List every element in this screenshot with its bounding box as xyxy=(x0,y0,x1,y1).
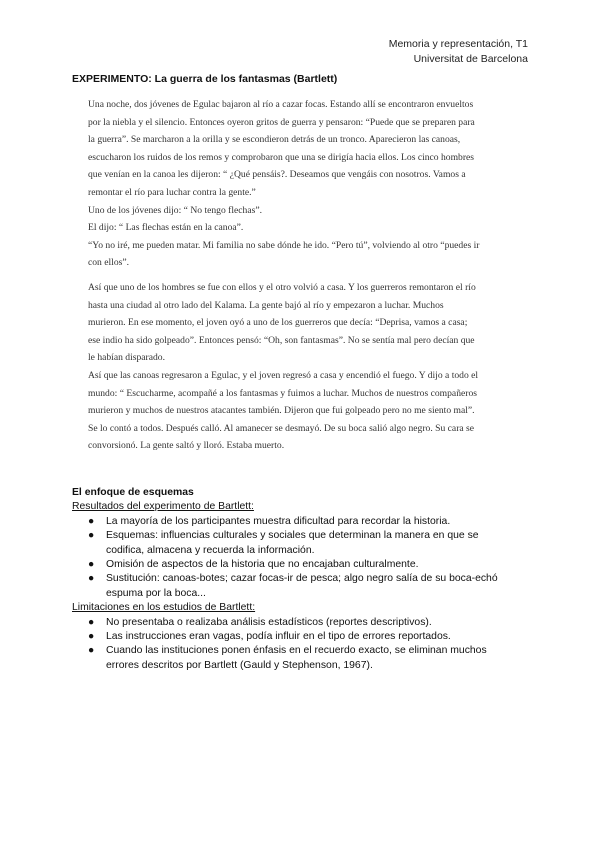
bullet-icon: ● xyxy=(88,573,95,585)
bullet-icon: ● xyxy=(88,530,95,542)
story-line: Una noche, dos jóvenes de Egulac bajaron al río a cazar focas. Estando allí se encontraron envueltos xyxy=(88,99,474,110)
schema-section xyxy=(72,486,532,673)
story-line: le habían disparado. xyxy=(88,352,165,364)
list-item xyxy=(72,558,532,572)
list-item-line: Las instrucciones eran vagas, podía influir en el tipo de errores reportados. xyxy=(106,631,451,643)
list-item xyxy=(72,515,532,529)
list-item-line: Omisión de aspectos de la historia que no encajaban culturalmente. xyxy=(106,559,419,571)
list-item-line: espuma por la boca... xyxy=(106,587,206,599)
results-heading: Resultados del experimento de Bartlett: xyxy=(72,501,254,513)
story-text xyxy=(88,96,524,455)
story-line: El dijo: “ Las flechas están en la canoa”. xyxy=(88,222,244,234)
story-line: escucharon los ruidos de los remos y comprobaron que una se dirigía hacia ellos. Los cinco hombres xyxy=(88,151,475,163)
list-item-line: Cuando las instituciones ponen énfasis en el recuerdo exacto, se eliminan muchos xyxy=(106,645,487,657)
story-line: convorsionó. La gente saltó y lloró. Estaba muerto. xyxy=(88,440,285,452)
bullet-icon: ● xyxy=(88,645,95,657)
experiment-title: EXPERIMENTO: La guerra de los fantasmas (Bartlett) xyxy=(72,73,338,85)
list-item xyxy=(72,616,532,630)
bullet-icon: ● xyxy=(88,559,95,571)
list-item-line: Esquemas: influencias culturales y sociales que determinan la manera en que se xyxy=(106,530,479,542)
story-line: Uno de los jóvenes dijo: “ No tengo flechas”. xyxy=(88,204,262,216)
list-item xyxy=(72,644,532,673)
story-line: “Yo no iré, me pueden matar. Mi familia no sabe dónde he ido. “Pero tú”, volviendo al otro “puedes ir xyxy=(88,239,480,251)
results-list xyxy=(72,515,532,601)
story-line: mundo: “ Escucharme, acompañé a los fantasmas y fuimos a luchar. Muchos de nuestros compañeros xyxy=(88,387,477,399)
story-line: con ellos”. xyxy=(88,257,130,269)
limitations-heading: Limitaciones en los estudios de Bartlett: xyxy=(72,602,256,614)
header-course: Memoria y representación, T1 xyxy=(388,38,528,50)
list-item-line: codifica, almacena y recuerda la información. xyxy=(106,544,315,556)
story-line: murieron y muchos de nuestros atacantes también. Dijeron que fui golpeado pero no me siento mal”. xyxy=(88,405,475,417)
story-line: Así que las canoas regresaron a Egulac, y el joven regresó a casa y encendió el fuego. Y dijo a todo el xyxy=(88,369,479,381)
page-header xyxy=(389,37,528,67)
bullet-icon: ● xyxy=(88,616,95,628)
list-item-line: errores descritos por Bartlett (Gauld y Stephenson, 1967). xyxy=(106,659,373,671)
story-line: murieron. En ese momento, el joven oyó a uno de los guerreros que decía: “Deprisa, vamos a casa; xyxy=(88,317,468,329)
bullet-icon: ● xyxy=(88,631,95,643)
header-university: Universitat de Barcelona xyxy=(413,53,528,65)
story-line: por la niebla y el silencio. Entonces oyeron gritos de guerra y pensaron: “Puede que se preparen para xyxy=(88,116,475,128)
story-line: remontar el río para luchar contra la gente.” xyxy=(88,186,256,198)
section-title: El enfoque de esquemas xyxy=(72,487,194,498)
list-item xyxy=(72,630,532,644)
story-line: Así que uno de los hombres se fue con ellos y el otro volvió a casa. Y los guerreros remontaron el río xyxy=(88,281,476,293)
list-item-line: Sustitución: canoas-botes; cazar focas-ir de pesca; algo negro salía de su boca-echó xyxy=(106,573,498,585)
story-line: que venían en la canoa les dijeron: “ ¿Qué pensáis?. Deseamos que vengáis con nosotros. Vamos a xyxy=(88,169,466,181)
story-line: Se lo contó a todos. Después calló. Al amanecer se desmayó. De su boca salió algo negro. Su cara se xyxy=(88,422,475,434)
story-line: ese indio ha sido golpeado”. Entonces pensó: “Oh, son fantasmas”. No se sentía mal pero decían que xyxy=(88,334,475,346)
list-item xyxy=(72,529,532,558)
story-line: la guerra”. Se marcharon a la orilla y se escondieron detrás de un tronco. Aparecieron las canoas, xyxy=(88,134,461,146)
list-item xyxy=(72,572,532,601)
limitations-list xyxy=(72,616,532,674)
list-item-line: La mayoría de los participantes muestra dificultad para recordar la historia. xyxy=(106,515,451,527)
list-item-line: No presentaba o realizaba análisis estadísticos (reportes descriptivos). xyxy=(106,616,432,628)
bullet-icon: ● xyxy=(88,515,95,527)
story-line: hasta una ciudad al otro lado del Kalama. La gente bajó al río y empezaron a luchar. Muchos xyxy=(88,299,444,311)
